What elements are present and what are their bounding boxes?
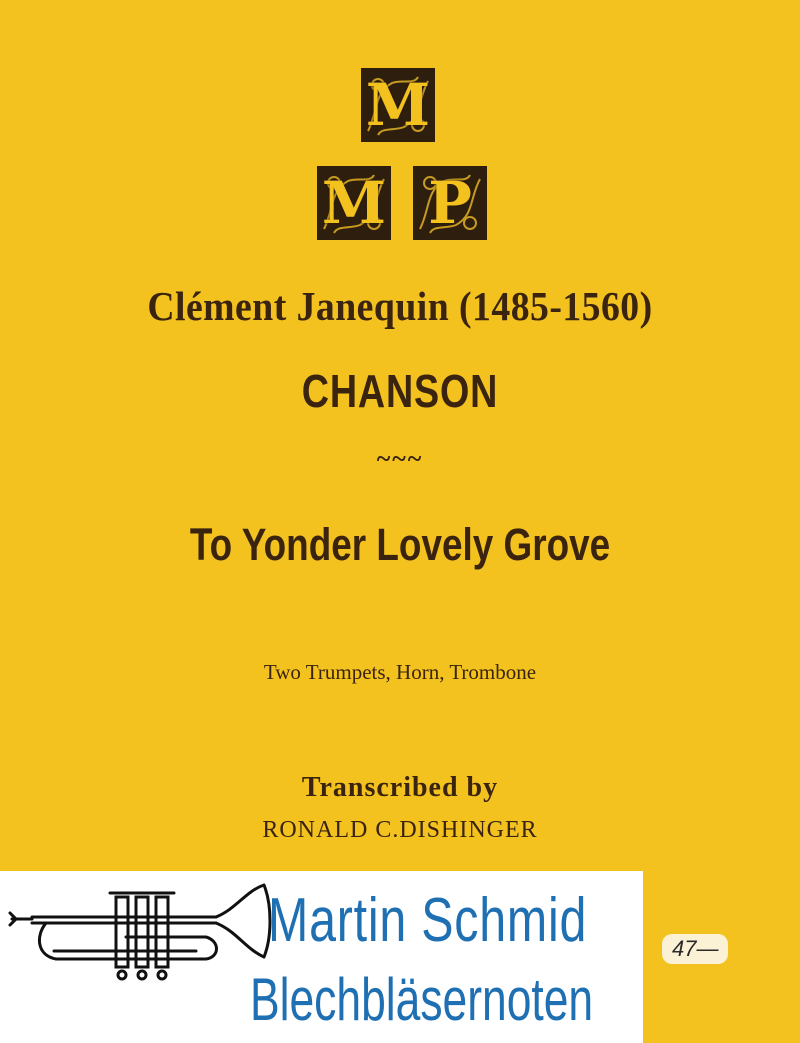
brand-name: Martin Schmid: [268, 886, 588, 955]
logo-letter-p: P: [428, 169, 472, 237]
instrumentation-text: Two Trumpets, Horn, Trombone: [263, 660, 537, 684]
title-separator: ~~~: [376, 444, 424, 473]
logo-tile-left: [317, 166, 391, 240]
arranger-name: RONALD C.DISHINGER: [262, 817, 538, 843]
trumpet-icon: [6, 879, 276, 989]
logo-tile-top: [361, 68, 435, 142]
piece-title: CHANSON: [301, 365, 499, 417]
logo-letter-m-bottom: M: [321, 169, 387, 237]
logo-letter-m-top: M: [365, 71, 431, 139]
price-tag: 47—: [662, 934, 728, 964]
composer-heading: Clément Janequin (1485-1560): [147, 283, 653, 329]
dealer-sticker: [0, 871, 643, 1043]
publisher-logo: [0, 0, 800, 260]
brand-tagline: Blechbläsernoten: [250, 966, 594, 1033]
logo-tile-right: [413, 166, 487, 240]
piece-subtitle: To Yonder Lovely Grove: [189, 519, 611, 570]
transcribed-by-label: Transcribed by: [301, 772, 499, 803]
